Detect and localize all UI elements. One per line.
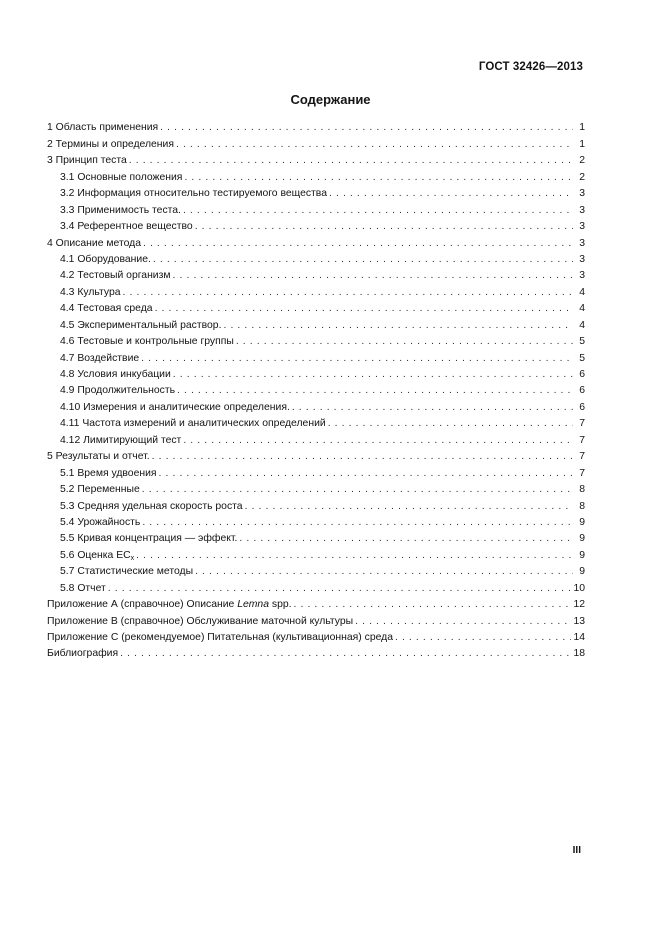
toc-entry-page: 14 — [573, 632, 585, 643]
toc-entry-page: 9 — [579, 516, 585, 528]
toc-entry-page: 6 — [579, 401, 585, 413]
toc-entry-page: 13 — [573, 615, 585, 627]
toc-entry-title: 5.2 Переменные — [60, 484, 140, 496]
dot-leader — [355, 615, 571, 628]
toc-entry-title: 5.3 Средняя удельная скорость роста — [60, 500, 243, 512]
toc-entry — [47, 529, 585, 545]
dot-leader — [142, 483, 573, 496]
dot-leader — [173, 269, 573, 282]
toc-entry — [47, 250, 585, 266]
toc-entry-page: 3 — [579, 204, 585, 216]
toc-entry-title: 4.11 Частота измерений и аналитических определений — [60, 418, 326, 430]
toc-entry-title: 5.5 Кривая концентрация — эффект. — [60, 533, 238, 545]
dot-leader — [292, 401, 573, 414]
dot-leader — [183, 434, 573, 447]
toc-entry-title: 4.4 Тестовая среда — [60, 303, 153, 315]
dot-leader — [328, 417, 573, 430]
toc-entry — [47, 480, 585, 496]
toc-title: Содержание — [290, 92, 371, 107]
toc-entry-title: 4.10 Измерения и аналитические определения. — [60, 401, 290, 413]
toc-entry-title: 3.1 Основные положения — [60, 171, 183, 183]
toc-entry — [47, 611, 585, 627]
toc-entry-page: 18 — [573, 648, 585, 660]
toc-entry-title: 4.5 Экспериментальный раствор. — [60, 319, 222, 331]
toc-entry-title: 4.8 Условия инкубации — [60, 369, 171, 380]
dot-leader — [176, 138, 573, 151]
toc-entry-page: 1 — [579, 138, 585, 150]
toc-entry — [47, 200, 585, 216]
toc-entry-title: Приложение В (справочное) Обслуживание маточной культуры — [47, 615, 354, 627]
toc-entry-title: 5 Результаты и отчет. — [47, 451, 150, 463]
toc-entry-page: 1 — [579, 122, 585, 134]
toc-entry-page: 3 — [579, 237, 585, 249]
toc-entry — [47, 167, 585, 183]
toc-entry-page: 9 — [579, 566, 585, 578]
dot-leader — [108, 582, 572, 595]
toc-entry-title-part: Приложение А (справочное) Описание — [47, 599, 238, 611]
toc-entry — [47, 463, 585, 479]
toc-entry — [47, 578, 585, 594]
toc-entry — [47, 315, 585, 331]
toc-entry-title: 3.2 Информация относительно тестируемого вещества — [60, 188, 327, 200]
toc-entry-title: 3 Принцип теста — [47, 155, 127, 167]
toc-entry-title: 3.3 Применимость теста. — [60, 204, 181, 216]
dot-leader — [294, 598, 572, 611]
toc-entry-page: 8 — [579, 500, 585, 512]
toc-entry-page: 10 — [573, 582, 585, 594]
toc-entry-page: 3 — [579, 270, 585, 282]
toc-entry — [47, 430, 585, 446]
toc-entry-title — [60, 549, 134, 562]
dot-leader — [136, 549, 573, 562]
toc-entry-title: 2 Термины и определения — [47, 138, 174, 150]
document-code: ГОСТ 32426—2013 — [478, 61, 583, 73]
toc-entry-page: 9 — [579, 533, 585, 545]
toc-entry-title: 1 Область применения — [47, 122, 159, 134]
toc-entry — [47, 299, 585, 315]
toc-entry — [47, 447, 585, 463]
toc-entry — [47, 644, 585, 660]
toc-entry-page: 3 — [579, 253, 585, 265]
toc-entry — [47, 217, 585, 233]
toc-entry — [47, 414, 585, 430]
toc-entry-title-part: spp. — [268, 599, 292, 611]
toc-entry-title: 4.6 Тестовые и контрольные группы — [60, 336, 234, 348]
toc-entry-title: 4.1 Оборудование. — [60, 253, 151, 265]
toc-entry — [47, 266, 585, 282]
toc-entry-page: 5 — [579, 336, 585, 348]
toc-entry-title — [47, 598, 292, 611]
dot-leader — [195, 220, 573, 233]
dot-leader — [223, 319, 573, 332]
toc-entry — [47, 184, 585, 200]
dot-leader — [155, 302, 573, 315]
toc-entry — [47, 282, 585, 298]
toc-entry-title: 5.4 Урожайность — [60, 516, 141, 528]
toc-entry — [47, 496, 585, 512]
dot-leader — [120, 647, 571, 660]
toc-entry-page: 7 — [579, 451, 585, 463]
dot-leader — [153, 253, 573, 266]
toc-entry-page: 2 — [579, 155, 585, 167]
toc-entry — [47, 545, 585, 561]
toc-entry-title: 5.1 Время удвоения — [60, 467, 157, 479]
toc-entry — [47, 381, 585, 397]
toc-entry-page: 7 — [579, 418, 585, 430]
toc-entry-page: 2 — [579, 171, 585, 183]
toc-entry — [47, 365, 585, 381]
toc-entry-page: 6 — [579, 385, 585, 397]
dot-leader — [141, 352, 573, 365]
toc-entry — [47, 397, 585, 413]
toc-entry-title: 4.2 Тестовый организм — [60, 270, 171, 282]
toc-entry — [47, 513, 585, 529]
toc-entry-title: 4 Описание метода — [47, 237, 141, 249]
dot-leader — [143, 237, 573, 250]
toc-entry — [47, 134, 585, 150]
dot-leader — [395, 631, 571, 644]
toc-entry-page: 7 — [579, 434, 585, 446]
toc-entry-title: 4.7 Воздействие — [60, 352, 140, 364]
toc-entry-title: 4.3 Культура — [60, 286, 121, 298]
toc-entry — [47, 628, 585, 644]
toc-entry-title-subscript: x — [130, 554, 135, 562]
toc-entry-page: 3 — [579, 188, 585, 200]
table-of-contents — [47, 118, 585, 660]
toc-entry-page: 4 — [579, 319, 585, 331]
dot-leader — [195, 565, 573, 578]
toc-entry — [47, 562, 585, 578]
toc-entry — [47, 332, 585, 348]
dot-leader — [160, 121, 573, 134]
page-number: III — [572, 845, 581, 856]
toc-entry-title: 5.8 Отчет — [60, 582, 106, 594]
toc-entry — [47, 151, 585, 167]
dot-leader — [245, 500, 573, 513]
toc-entry — [47, 595, 585, 611]
toc-entry-page: 12 — [573, 599, 585, 611]
toc-entry-title: 4.12 Лимитирующий тест — [60, 434, 182, 446]
dot-leader — [152, 450, 573, 463]
toc-entry-page: 4 — [579, 303, 585, 315]
toc-entry-page: 4 — [579, 286, 585, 298]
dot-leader — [236, 335, 573, 348]
toc-entry-page: 9 — [579, 549, 585, 561]
toc-entry-title: Приложение С (рекомендуемое) Питательная (культивационная) среда — [47, 632, 393, 643]
toc-entry — [47, 233, 585, 249]
toc-entry-title: 4.9 Продолжительность — [60, 385, 175, 397]
toc-entry-title: Библиография — [47, 648, 119, 660]
dot-leader — [239, 532, 573, 545]
toc-entry-page: 6 — [579, 369, 585, 380]
dot-leader — [123, 286, 573, 299]
toc-entry-page: 5 — [579, 352, 585, 364]
dot-leader — [177, 384, 573, 397]
dot-leader — [184, 171, 573, 184]
toc-entry — [47, 118, 585, 134]
dot-leader — [129, 154, 573, 167]
toc-entry-page: 8 — [579, 484, 585, 496]
toc-entry-title-part: 5.6 Оценка EC — [60, 549, 131, 561]
dot-leader — [329, 187, 573, 200]
dot-leader — [173, 368, 573, 381]
toc-entry-title: 3.4 Референтное вещество — [60, 221, 193, 233]
toc-entry-title: 5.7 Статистические методы — [60, 566, 194, 578]
dot-leader — [142, 516, 573, 529]
toc-entry-page: 3 — [579, 221, 585, 233]
dot-leader — [183, 204, 573, 217]
toc-entry-title-italic: Lemna — [237, 599, 269, 611]
dot-leader — [159, 467, 573, 480]
toc-entry-page: 7 — [579, 467, 585, 479]
toc-entry — [47, 348, 585, 364]
